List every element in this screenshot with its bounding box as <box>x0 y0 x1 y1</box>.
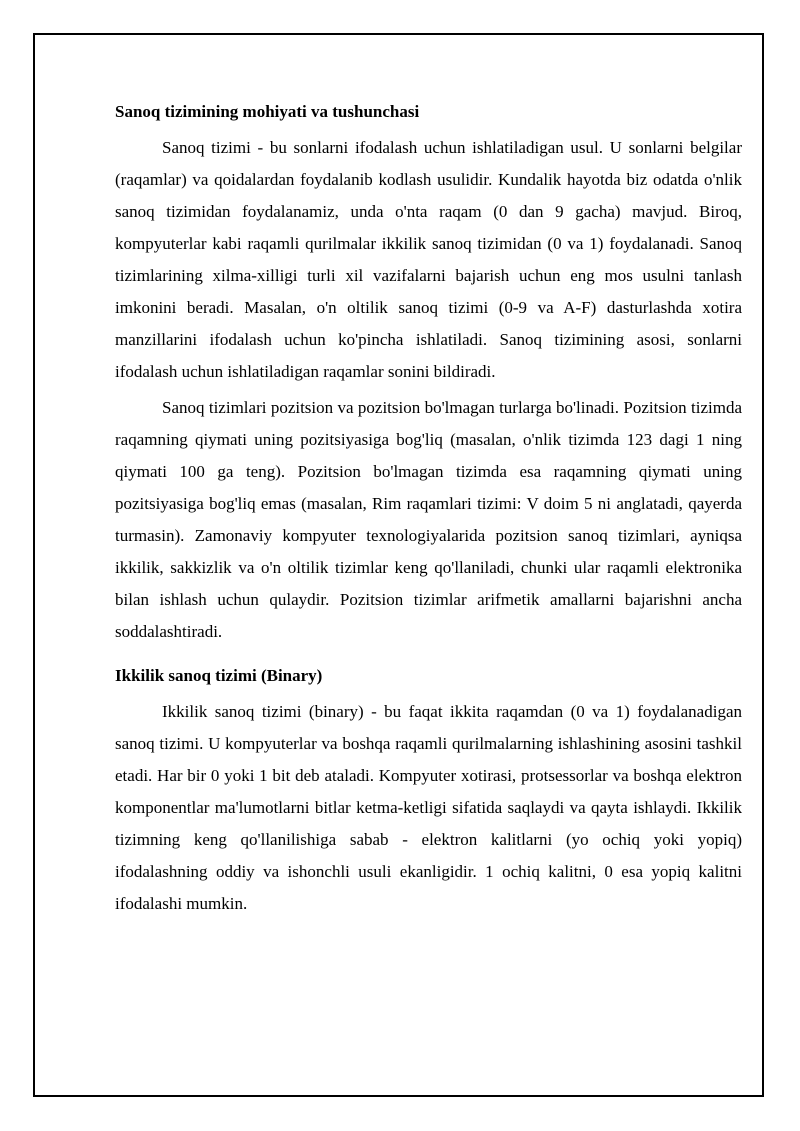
paragraph-pozitsion: Sanoq tizimlari pozitsion va pozitsion bo'lmagan turlarga bo'linadi. Pozitsion tizimda raqamning qiymati uning pozitsiyasiga bog'liq (masalan, o'nlik tizimda 123 dagi 1 ning qiymati 100 ga teng). Pozitsion bo'lmagan tizimda esa raqamning qiymati uning pozitsiyasiga bog'liq emas (masalan, Rim raqamlari tizimi: V doim 5 ni anglatadi, qayerda turmasin). Zamonaviy kompyuter texnologiyalarida pozitsion sanoq tizimlari, ayniqsa ikkilik, sakkizlik va o'n oltilik tizimlar keng qo'llaniladi, chunki ular raqamli elektronika bilan ishlash uchun qulaydir. Pozitsion tizimlar arifmetik amallarni bajarishni ancha soddalashtiradi. <box>115 398 742 641</box>
section-spacer <box>115 652 742 662</box>
document-body <box>115 98 742 924</box>
section-heading-ikkilik: Ikkilik sanoq tizimi (Binary) <box>115 666 323 685</box>
paragraph-sanoq-tizimi: Sanoq tizimi - bu sonlarni ifodalash uchun ishlatiladigan usul. U sonlarni belgilar (raqamlar) va qoidalardan foydalanib kodlash usulidir. Kundalik hayotda biz odatda o'nlik sanoq tizimidan foydalanamiz, unda o'nta raqam (0 dan 9 gacha) mavjud. Biroq, kompyuterlar kabi raqamli qurilmalar ikkilik sanoq tizimidan (0 va 1) foydalanadi. Sanoq tizimlarining xilma-xilligi turli xil vazifalarni bajarish uchun eng mos usulni tanlash imkonini beradi. Masalan, o'n oltilik sanoq tizimi (0-9 va A-F) dasturlashda xotira manzillarini ifodalash uchun ko'pincha ishlatiladi. Sanoq tizimining asosi, sonlarni ifodalash uchun ishlatiladigan raqamlar sonini bildiradi. <box>115 138 742 381</box>
section-heading-mohiyati: Sanoq tizimining mohiyati va tushunchasi <box>115 102 420 121</box>
paragraph-ikkilik: Ikkilik sanoq tizimi (binary) - bu faqat ikkita raqamdan (0 va 1) foydalanadigan sanoq tizimi. U kompyuterlar va boshqa raqamli qurilmalarning ishlashining asosini tashkil etadi. Har bir 0 yoki 1 bit deb ataladi. Kompyuter xotirasi, protsessorlar va boshqa elektron komponentlar ma'lumotlarni bitlar ketma-ketligi sifatida saqlaydi va qayta ishlaydi. Ikkilik tizimning keng qo'llanilishiga sabab - elektron kalitlarni (yo ochiq yoki yopiq) ifodalashning oddiy va ishonchli usuli ekanligidir. 1 ochiq kalitni, 0 esa yopiq kalitni ifodalashi mumkin. <box>115 702 742 913</box>
